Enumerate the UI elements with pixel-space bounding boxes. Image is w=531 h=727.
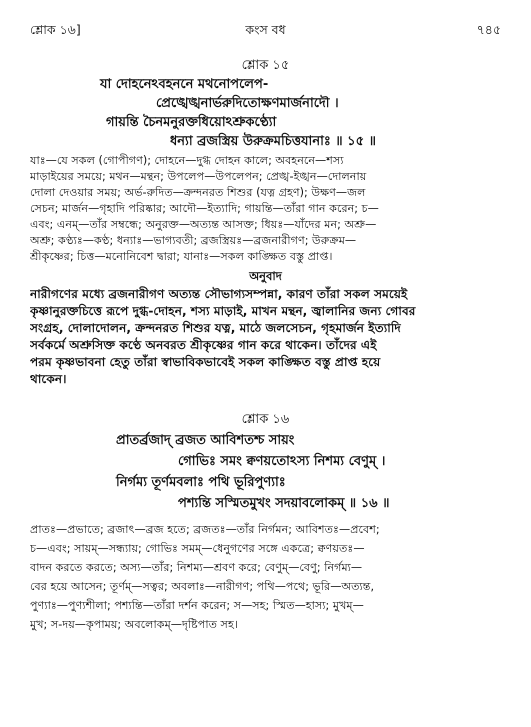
verse-16-heading: শ্লোক ১৬ (241, 412, 290, 427)
verse-15-heading: শ্লোক ১৫ (241, 58, 290, 73)
translation-line: সর্বকর্মে অশ্রুসিক্ত কণ্ঠে অনবরত শ্রীকৃষ্ণের গান করে থাকেন। তাঁদের এই (30, 338, 377, 352)
synonym-line: বের হয়ে আসেন; তূর্ণম্—সত্বর; অবলাঃ—নারীগণ; পথি—পথে; ভূরি—অত্যন্ত, (30, 580, 375, 593)
verse-16-line-4: পশ্যন্তি সস্মিতমুখং সদয়াবলোকম্ ॥ ১৬ ॥ (178, 496, 390, 511)
synonym-line: সেচন; মার্জন—গৃহাদি পরিষ্কার; আদৌ—ইত্যাদি; গায়ন্তি—তাঁরা গান করেন; চ— (30, 202, 379, 215)
synonym-line: অশ্রু; কণ্ঠ্যঃ—কণ্ঠ; ধন্যাঃ—ভাগ্যবতী; ব্রজস্ত্রিয়ঃ—ব্রজনারীগণ; উরুক্রম— (30, 234, 357, 247)
synonym-line: এবং; এনম্—তাঁর সম্বন্ধে; অনুরক্ত—অত্যন্ত আসক্ত; ধিয়ঃ—যাঁদের মন; অশ্রু— (30, 218, 377, 231)
synonym-line: পুণ্যাঃ—পুণ্যশীলা; পশ্যন্তি—তাঁরা দর্শন করেন; স—সহ; স্মিত—হাস্য; মুখম্— (30, 599, 364, 612)
synonym-line: দোলা দেওয়ার সময়; অর্ভ-রুদিত—ক্রন্দনরত শিশুর (যত্ন গ্রহণ); উক্ষণ—জল (30, 186, 366, 199)
synonym-line: চ—এবং; সায়ম্—সন্ধ্যায়; গোভিঃ সমম্—ধেনুগণের সঙ্গে একত্রে; ক্বণয়তঃ— (30, 542, 365, 555)
translation-line: পরম কৃষ্ণভাবনা হেতু তাঁরা স্বাভাবিকভাবেই সকল কাঙ্ক্ষিত বস্তু প্রাপ্ত হয়ে (30, 355, 381, 369)
synonym-line: শ্রীকৃষ্ণের; চিত্ত—মনোনিবেশ দ্বারা; যানাঃ—সকল কাঙ্ক্ষিত বস্তু প্রাপ্ত। (30, 250, 333, 263)
page-number: ৭৪৫ (476, 22, 501, 37)
translation-line: কৃষ্ণানুরক্তচিত্তে রূপে দুগ্ধ-দোহন, শস্য মাড়াই, মাখন মন্থন, জ্বালানির জন্য গোবর (30, 304, 416, 318)
verse-16-line-1: প্রাতর্ব্রজাদ্ ব্রজত আবিশতশ্চ সায়ং (116, 433, 295, 448)
synonym-line: যাঃ—যে সকল (গোপীগণ); দোহনে—দুগ্ধ দোহন কালে; অবহননে—শস্য (30, 154, 344, 167)
verse-15-line-2: প্রেঙ্খেঙ্খনার্ভরুদিতোক্ষণমার্জনাদৌ । (156, 96, 339, 111)
translation-heading: অনুবাদ (249, 269, 282, 283)
verse-15-line-3: গায়ন্তি চৈনমনুরক্তধিয়োঽশ্রুকণ্ঠ্যো (106, 115, 277, 130)
synonym-line: প্রাতঃ—প্রভাতে; ব্রজাৎ—ব্রজ হতে; ব্রজতঃ—তাঁর নির্গমন; আবিশতঃ—প্রবেশ; (30, 523, 380, 536)
running-header (30, 22, 501, 40)
verse-15-line-1: যা দোহনেঽবহননে মথনোপলেপ- (100, 77, 269, 92)
verse-16-line-2: গোভিঃ সমং ক্বণয়তোঽস্য নিশম্য বেণুম্ । (178, 454, 386, 469)
synonym-line: মাড়াইয়ের সময়ে; মথন—মন্থন; উপলেপ—উপলেপন; প্রেঙ্খ-ইঙ্খন—দোলনায় (30, 170, 367, 183)
chapter-verse-ref: শ্লোক ১৬] (30, 22, 81, 37)
translation-line: থাকেন। (30, 372, 67, 386)
translation-15 (30, 286, 503, 388)
synonym-line: মুখ; স-দয়—কৃপাময়; অবলোকম্—দৃষ্টিপাত সহ। (30, 618, 238, 631)
chapter-title: কংস বধ (245, 22, 286, 37)
synonym-line: বাদন করতে করতে; অস্য—তাঁর; নিশম্য—শ্রবণ করে; বেণুম্—বেণু; নির্গম্য— (30, 561, 363, 574)
verse-16-line-3: নির্গম্য তূর্ণমবলাঃ পথি ভূরিপুণ্যাঃ (116, 475, 286, 490)
translation-line: সংগ্রহ, দোলাদোলন, ক্রন্দনরত শিশুর যত্ন, মাঠে জলসেচন, গৃহমার্জন ইত্যাদি (30, 321, 401, 335)
translation-line: নারীগণের মধ্যে ব্রজনারীগণ অত্যন্ত সৌভাগ্যসম্পন্না, কারণ তাঁরা সকল সময়েই (30, 287, 408, 301)
synonyms-16 (30, 520, 503, 634)
synonyms-15 (30, 153, 503, 265)
verse-15-line-4: ধন্যা ব্রজস্ত্রিয় উরুক্রমচিত্তযানাঃ ॥ ১৫ ॥ (170, 134, 376, 149)
